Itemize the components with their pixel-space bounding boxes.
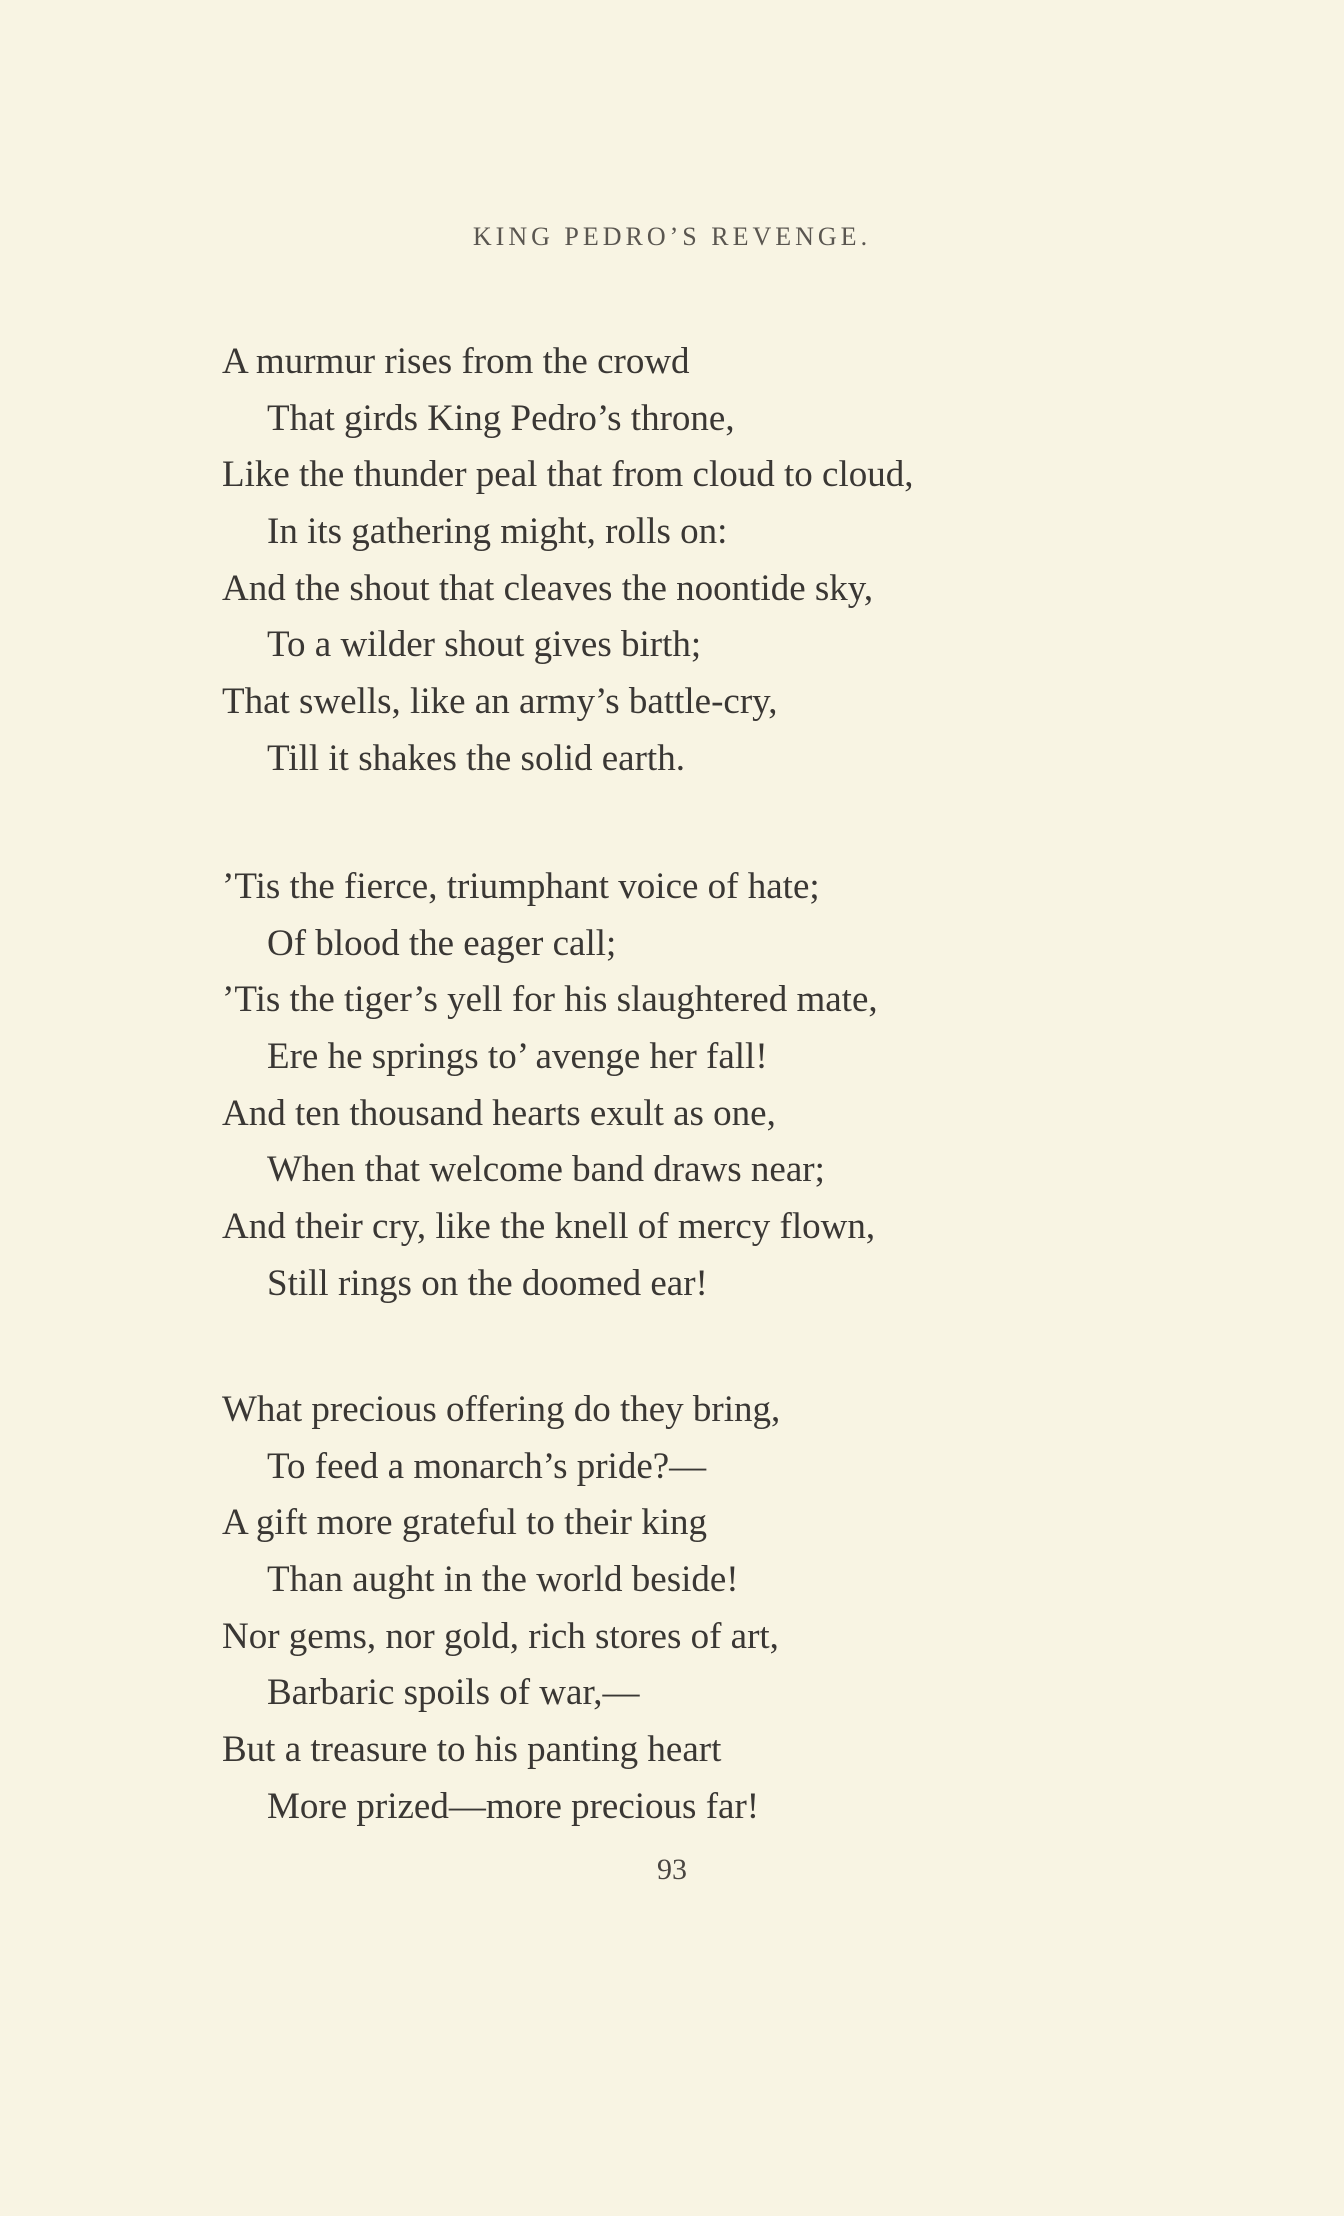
page-number: 93 [657, 1853, 687, 1886]
verse-line: Till it shakes the solid earth. [267, 737, 685, 779]
verse-line: And the shout that cleaves the noontide sky, [222, 567, 874, 609]
verse-line: More prized—more precious far! [267, 1785, 760, 1827]
verse-line: To a wilder shout gives birth; [267, 624, 702, 666]
verse-line: Nor gems, nor gold, rich stores of art, [222, 1615, 779, 1657]
verse-line: And their cry, like the knell of mercy flown, [222, 1206, 876, 1248]
verse-line: But a treasure to his panting heart [222, 1729, 722, 1771]
verse-line: A murmur rises from the crowd [222, 341, 690, 382]
verse-line: Still rings on the doomed ear! [267, 1262, 708, 1304]
running-head: KING PEDRO’S REVENGE. [472, 222, 872, 251]
verse-line: To feed a monarch’s pride?— [267, 1445, 707, 1487]
verse-line: Than aught in the world beside! [267, 1559, 739, 1601]
verse-line: Ere he springs to’ avenge her fall! [267, 1036, 768, 1078]
verse-line: That girds King Pedro’s throne, [267, 397, 735, 439]
verse-line: Of blood the eager call; [267, 922, 617, 964]
verse-line: ’Tis the fierce, triumphant voice of hate; [222, 866, 820, 907]
verse-line: A gift more grateful to their king [222, 1502, 707, 1544]
verse-line: In its gathering might, rolls on: [267, 511, 728, 553]
verse-line: ’Tis the tiger’s yell for his slaughtered mate, [222, 979, 878, 1021]
verse-line: That swells, like an army’s battle-cry, [222, 681, 778, 723]
stanza [222, 1382, 1322, 1836]
verse-line: Like the thunder peal that from cloud to cloud, [222, 454, 914, 496]
verse-line: Barbaric spoils of war,— [267, 1672, 640, 1714]
stanza [222, 859, 1322, 1313]
verse-line: When that welcome band draws near; [267, 1149, 825, 1191]
verse-line: And ten thousand hearts exult as one, [222, 1092, 776, 1134]
stanza [222, 334, 1322, 788]
verse-line: What precious offering do they bring, [222, 1389, 781, 1430]
